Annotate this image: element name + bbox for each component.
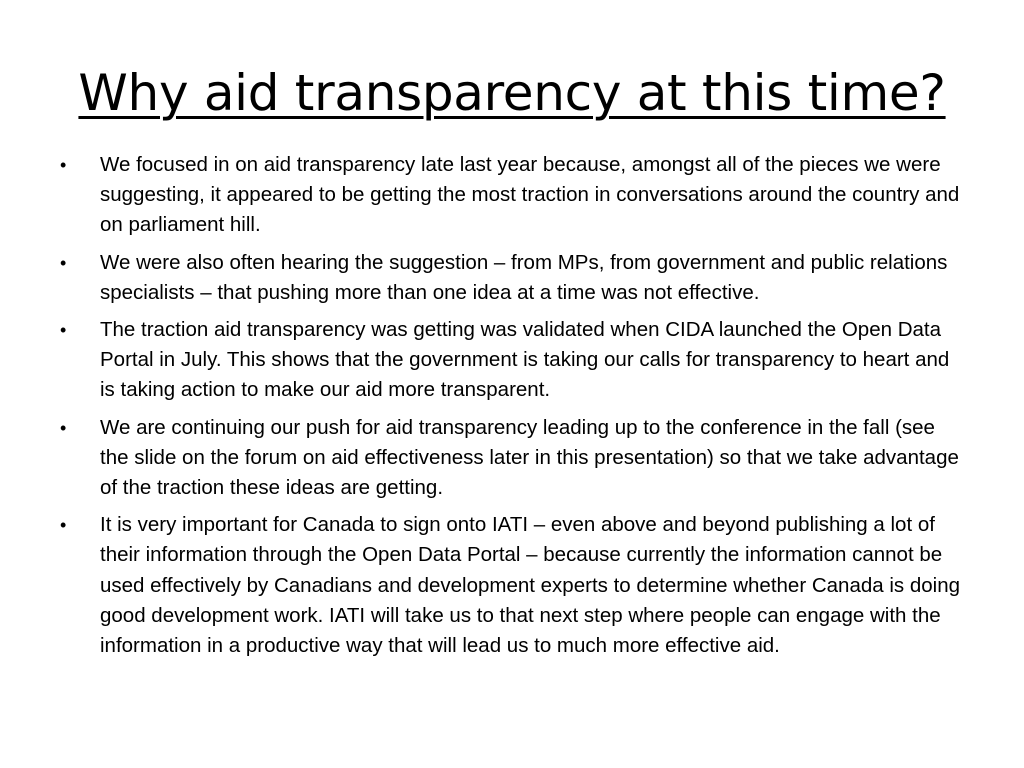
bullet-text: We are continuing our push for aid transparency leading up to the conference in the fall (see the slide on the forum on aid effectiveness later in this presentation) so that we take advantage of the traction these ideas are getting. [100,415,959,500]
slide-title-text: Why aid transparency at this time? [78,64,946,122]
bullet-list [0,150,1024,668]
bullet-text: The traction aid transparency was getting was validated when CIDA launched the Open Data Portal in July. This shows that the government is taking our calls for transparency to heart and is taking action to make our aid more transparent. [100,318,950,402]
bullet-marker: • [60,515,67,536]
bullet-marker: • [60,417,67,438]
bullet-item [0,413,1024,504]
bullet-item [0,315,1024,406]
bullet-marker: • [60,155,67,175]
bullet-item [0,150,1024,241]
bullet-text: It is very important for Canada to sign onto IATI – even above and beyond publishing a lot of their information through the Open Data Portal – because currently the information cannot be used effectively by Canadians and development experts to determine whether Canada is doing good development work. IATI will take us to that next step where people can engage with the information in a productive way that will lead us to much more effective aid. [100,513,961,658]
bullet-text: We focused in on aid transparency late last year because, amongst all of the pieces we were suggesting, it appeared to be getting the most traction in conversations around the country and on parliament hill. [100,153,960,237]
bullet-text: We were also often hearing the suggestion – from MPs, from government and public relations specialists – that pushing more than one idea at a time was not effective. [100,250,948,304]
bullet-marker: • [60,252,67,273]
bullet-marker: • [60,320,67,341]
bullet-item [0,510,1024,661]
slide-title [0,58,1024,128]
bullet-item [0,248,1024,308]
